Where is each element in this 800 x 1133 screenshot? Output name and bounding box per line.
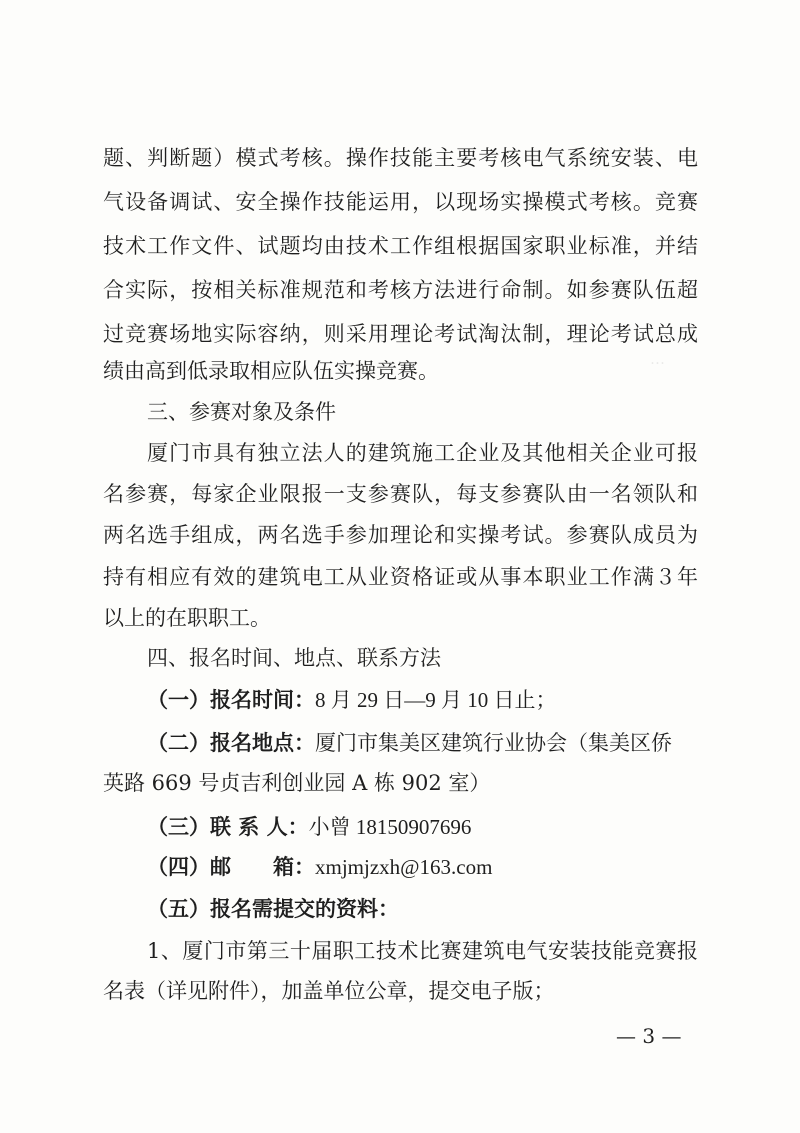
- show-through: …: [650, 350, 665, 368]
- paragraph-line: 过竞赛场地实际容纳，则采用理论考试淘汰制，理论考试总成: [103, 322, 698, 346]
- paragraph-line: 技术工作文件、试题均由技术工作组根据国家职业标准，并结: [103, 234, 698, 258]
- paragraph-line: 1、厦门市第三十届职工技术比赛建筑电气安装技能竞赛报: [147, 939, 698, 963]
- item-value: xmjmjzxh@163.com: [315, 855, 493, 879]
- paragraph-line: 题、判断题）模式考核。操作技能主要考核电气系统安装、电: [103, 146, 698, 170]
- item-place: [147, 729, 672, 757]
- paragraph-line: 气设备调试、安全操作技能运用，以现场实操模式考核。竞赛: [103, 190, 698, 214]
- paragraph-line: 合实际，按相关标准规范和考核方法进行命制。如参赛队伍超: [103, 278, 698, 302]
- item-time: [147, 686, 557, 714]
- item-label: （二）报名地点：: [147, 730, 315, 755]
- item-label: （四）邮 箱：: [147, 854, 315, 879]
- item-place-continued: 英路 669 号贞吉利创业园 A 栋 902 室）: [103, 771, 491, 795]
- item-email: [147, 853, 492, 881]
- paragraph-line: 以上的在职职工。: [103, 606, 271, 630]
- section-heading: 四、报名时间、地点、联系方法: [147, 646, 441, 670]
- item-value: 厦门市集美区建筑行业协会（集美区侨: [315, 731, 672, 755]
- paragraph-line: 名参赛，每家企业限报一支参赛队，每支参赛队由一名领队和: [103, 482, 698, 506]
- item-label: （三）联 系 人：: [147, 814, 309, 839]
- item-label: （一）报名时间：: [147, 687, 315, 712]
- paragraph-line: 名表（详见附件），加盖单位公章，提交电子版；: [103, 979, 555, 1003]
- page-number: — 3 —: [616, 1024, 682, 1048]
- paragraph-line: 绩由高到低录取相应队伍实操竞赛。: [103, 359, 439, 383]
- item-contact: [147, 813, 471, 841]
- item-value: 小曾 18150907696: [308, 815, 472, 839]
- paragraph-line: 持有相应有效的建筑电工从业资格证或从事本职业工作满３年: [103, 565, 698, 589]
- item-value: 8 月 29 日—9 月 10 日止；: [315, 688, 557, 712]
- paragraph-line: 厦门市具有独立法人的建筑施工企业及其他相关企业可报: [147, 441, 698, 465]
- paragraph-line: 两名选手组成，两名选手参加理论和实操考试。参赛队成员为: [103, 523, 698, 547]
- section-heading: 三、参赛对象及条件: [147, 400, 336, 424]
- item-materials: （五）报名需提交的资料：: [147, 896, 399, 921]
